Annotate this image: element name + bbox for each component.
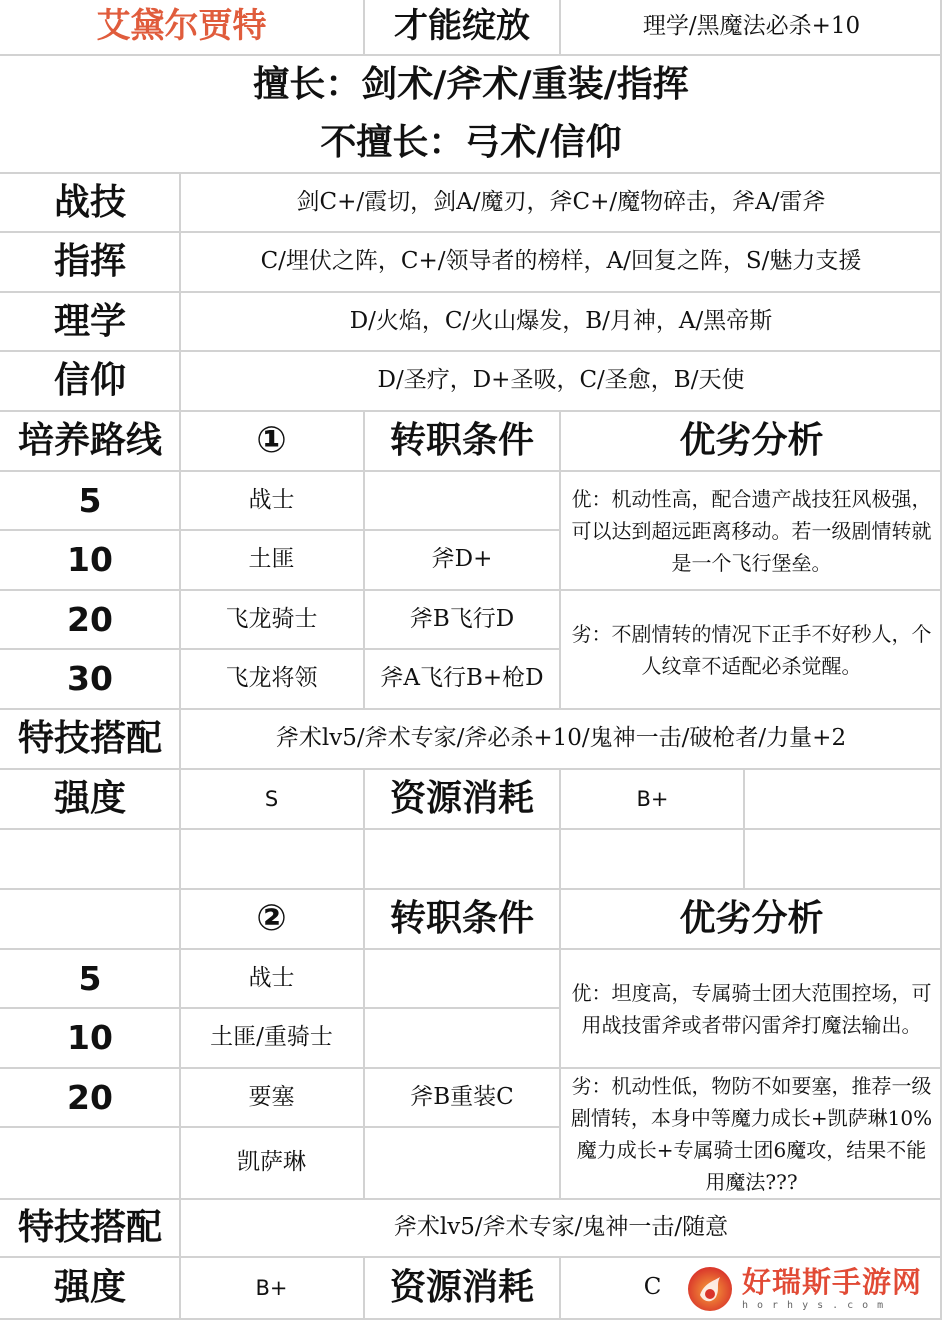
- route1-level: 5: [78, 480, 102, 520]
- grid-line: [363, 0, 365, 54]
- talent-value: 理学/黑魔法必杀+10: [642, 13, 861, 40]
- grid-line: [0, 470, 942, 472]
- grid-line: [363, 768, 365, 888]
- grid-line: [0, 291, 942, 293]
- watermark-domain: horhys.com: [742, 1299, 893, 1311]
- route1-analysis-header: 优劣分析: [679, 419, 824, 461]
- talent-label: 才能绽放: [394, 6, 530, 47]
- route2-cost-value: C: [643, 1274, 662, 1301]
- grid-line: [363, 888, 365, 1198]
- grid-line: [559, 768, 561, 888]
- grid-line: [0, 1067, 942, 1069]
- strengths-text: 擅长：剑术/斧术/重装/指挥: [253, 63, 689, 105]
- grid-line: [0, 231, 942, 233]
- route2-ability-value: 斧术lv5/斧术专家/鬼神一击/随意: [393, 1214, 729, 1241]
- skill-label-faith: 信仰: [53, 359, 126, 401]
- grid-line: [0, 529, 561, 531]
- grid-line: [0, 1198, 942, 1200]
- route2-class: 凯萨琳: [237, 1149, 306, 1176]
- route2-level: 20: [67, 1077, 113, 1117]
- grid-line: [559, 470, 561, 708]
- route2-cons: 劣：机动性低，物防不如要塞，推荐一级剧情转，本身中等魔力成长+凯萨琳10%魔力成长+专属骑士团6魔攻，结果不能用魔法???: [570, 1073, 933, 1194]
- route2-condition: [363, 1009, 561, 1067]
- route1-cost-value: B+: [636, 786, 669, 811]
- route1-condition: 斧B飞行D: [409, 606, 515, 633]
- grid-line: [0, 828, 942, 830]
- grid-line: [743, 768, 745, 888]
- route1-strength-value: S: [264, 786, 279, 811]
- skill-label-combat-arts: 战技: [53, 181, 126, 223]
- route1-level: 30: [67, 658, 113, 698]
- route1-ability-label: 特技搭配: [17, 717, 162, 759]
- route2-condition-header: 转职条件: [389, 897, 534, 939]
- route2-condition: 斧B重装C: [410, 1084, 514, 1111]
- grid-line: [179, 828, 181, 1318]
- skill-value-faith: D/圣疗，D+圣吸，C/圣愈，B/天使: [377, 367, 745, 394]
- route2-analysis-header: 优劣分析: [679, 897, 824, 939]
- grid-line: [363, 410, 365, 470]
- route2-condition: [363, 950, 561, 1008]
- grid-line: [0, 648, 561, 650]
- grid-line: [0, 768, 942, 770]
- skill-value-combat-arts: 剑C+/霞切，剑A/魔刃，斧C+/魔物碎击，斧A/雷斧: [296, 189, 826, 216]
- skill-label-reason: 理学: [53, 300, 126, 342]
- grid-line: [0, 172, 942, 174]
- flame-logo-icon: [686, 1265, 734, 1313]
- route1-class: 土匪: [248, 546, 295, 573]
- grid-line: [0, 1007, 561, 1009]
- route1-class: 飞龙将领: [225, 665, 318, 692]
- grid-line: [559, 0, 561, 54]
- grid-line: [0, 708, 942, 710]
- route2-pros: 优：坦度高，专属骑士团大范围控场，可用战技雷斧或者带闪雷斧打魔法输出。: [571, 980, 932, 1037]
- route2-ability-label: 特技搭配: [17, 1206, 162, 1248]
- route1-condition: 斧D+: [431, 546, 493, 573]
- site-watermark: [686, 1258, 942, 1320]
- grid-line: [0, 589, 942, 591]
- grid-line: [0, 1126, 561, 1128]
- route1-level: 10: [67, 539, 113, 579]
- grid-line: [0, 888, 942, 890]
- route2-strength-label: 强度: [53, 1266, 126, 1308]
- route2-class: 战士: [248, 965, 295, 992]
- route1-class: 飞龙骑士: [225, 606, 318, 633]
- route1-strength-label: 强度: [53, 777, 126, 819]
- route1-condition: [363, 472, 561, 530]
- weaknesses-text: 不擅长：弓术/信仰: [320, 121, 622, 163]
- grid-line: [559, 1256, 561, 1318]
- route1-condition: 斧A飞行B+枪D: [380, 665, 544, 692]
- route2-level: 5: [78, 958, 102, 998]
- route-label: 培养路线: [17, 419, 162, 461]
- route2-condition: [363, 1128, 561, 1198]
- grid-line: [0, 54, 942, 56]
- skill-value-command: C/埋伏之阵，C+/领导者的榜样，A/回复之阵，S/魅力支援: [260, 248, 862, 275]
- character-name: 艾黛尔贾特: [96, 6, 267, 47]
- route2-level: 10: [67, 1017, 113, 1057]
- route1-number: ①: [256, 419, 287, 461]
- grid-line: [0, 948, 942, 950]
- skill-label-command: 指挥: [53, 240, 126, 282]
- grid-line: [0, 410, 942, 412]
- route1-condition-header: 转职条件: [389, 419, 534, 461]
- route2-level: [0, 1128, 180, 1198]
- route2-class: 土匪/重骑士: [210, 1024, 333, 1051]
- route1-class: 战士: [248, 487, 295, 514]
- grid-line: [559, 888, 561, 1198]
- route1-cost-label: 资源消耗: [389, 777, 534, 819]
- route1-pros: 优：机动性高，配合遗产战技狂风极强，可以达到超远距离移动。若一级剧情转就是一个飞行堡垒。: [571, 486, 932, 575]
- grid-line: [179, 172, 181, 828]
- grid-line: [363, 470, 365, 708]
- route1-level: 20: [67, 599, 113, 639]
- grid-line: [363, 1256, 365, 1318]
- route1-cons: 劣：不剧情转的情况下正手不好秒人，个人纹章不适配必杀觉醒。: [571, 621, 932, 678]
- route2-strength-value: B+: [255, 1275, 288, 1300]
- route2-cost-label: 资源消耗: [389, 1266, 534, 1308]
- skill-value-reason: D/火焰，C/火山爆发，B/月神，A/黑帝斯: [349, 308, 773, 335]
- watermark-title: 好瑞斯手游网: [742, 1265, 923, 1300]
- grid-line: [559, 410, 561, 470]
- route2-class: 要塞: [248, 1084, 295, 1111]
- route1-ability-value: 斧术lv5/斧术专家/斧必杀+10/鬼神一击/破枪者/力量+2: [275, 725, 847, 752]
- grid-line: [0, 350, 942, 352]
- route2-number: ②: [256, 897, 287, 939]
